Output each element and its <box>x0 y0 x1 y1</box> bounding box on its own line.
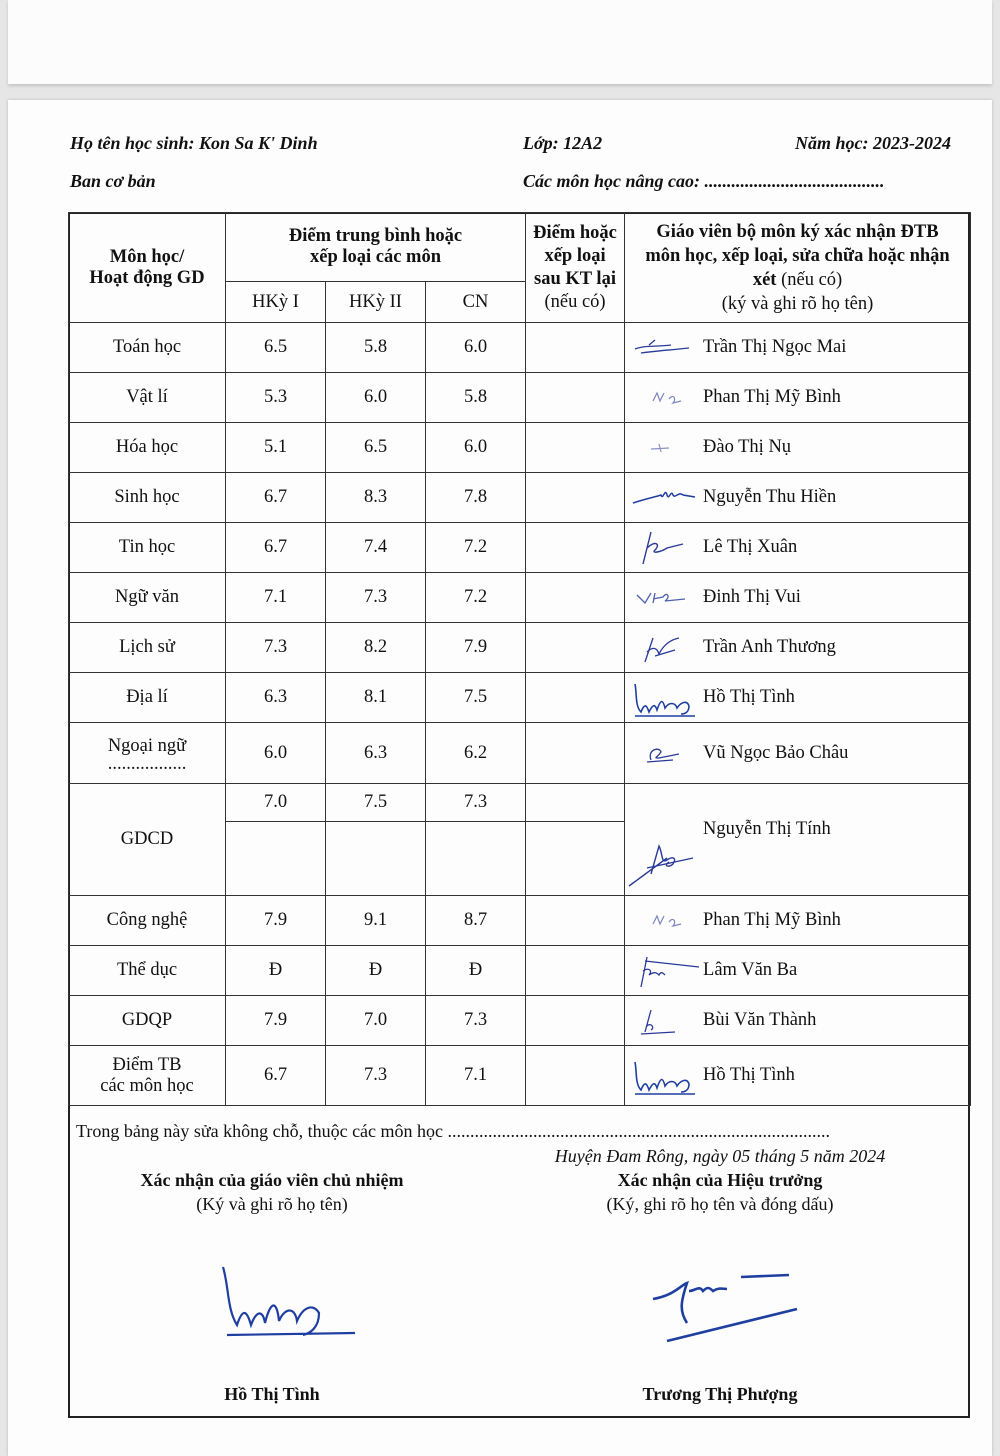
signature-icon <box>631 1056 699 1096</box>
grades-table <box>68 212 971 1106</box>
retest-cell <box>526 673 625 723</box>
teacher-cell <box>625 473 971 523</box>
teacher-name: Phan Thị Mỹ Bình <box>703 910 841 930</box>
principal-signature-icon <box>645 1265 805 1345</box>
hk2-cell: 8.3 <box>326 473 426 523</box>
teacher-cell <box>625 946 971 996</box>
retest-cell <box>526 623 625 673</box>
signature-icon <box>631 1004 695 1038</box>
hk1-cell: 7.1 <box>226 573 326 623</box>
signature-icon <box>631 528 695 568</box>
cn-cell: Đ <box>426 946 526 996</box>
subject-cell: Toán học <box>69 323 226 373</box>
header-subject: Môn học/ Hoạt động GD <box>69 213 226 323</box>
table-row <box>69 523 971 573</box>
signature-icon <box>631 483 699 513</box>
teacher-name: Phan Thị Mỹ Bình <box>703 387 841 407</box>
teacher-cell <box>625 673 971 723</box>
teacher-name: Nguyễn Thị Tính <box>703 819 831 839</box>
table-row <box>69 996 971 1046</box>
hk1-cell <box>226 822 326 896</box>
hk2-cell: 8.2 <box>326 623 426 673</box>
table-row <box>69 673 971 723</box>
subject-cell: Tin học <box>69 523 226 573</box>
teacher-cell <box>625 373 971 423</box>
signature-icon <box>631 951 701 991</box>
teacher-cell <box>625 623 971 673</box>
retest-cell <box>526 1046 625 1106</box>
hk1-cell: 6.7 <box>226 523 326 573</box>
table-row <box>69 723 971 784</box>
signature-icon <box>631 433 695 463</box>
subject-cell: Vật lí <box>69 373 226 423</box>
teacher-name: Trần Thị Ngọc Mai <box>703 337 847 357</box>
teacher-name: Vũ Ngọc Bảo Châu <box>703 742 849 763</box>
hk2-cell: 5.8 <box>326 323 426 373</box>
hk1-cell: Đ <box>226 946 326 996</box>
header-hk2: HKỳ II <box>326 282 426 323</box>
retest-cell <box>526 473 625 523</box>
signature-icon <box>631 333 695 363</box>
cn-cell <box>426 822 526 896</box>
retest-cell <box>526 423 625 473</box>
signature-icon <box>631 738 695 768</box>
advanced-subjects: Các môn học nâng cao: ........................................ <box>523 171 885 191</box>
subject-cell: Ngữ văn <box>69 573 226 623</box>
subject-cell: Công nghệ <box>69 896 226 946</box>
hk2-cell: 7.3 <box>326 573 426 623</box>
subject-cell: Hóa học <box>69 423 226 473</box>
header-average: Điểm trung bình hoặc xếp loại các môn <box>226 213 526 282</box>
retest-cell <box>526 784 625 822</box>
cn-cell: 6.0 <box>426 423 526 473</box>
hk1-cell: 5.1 <box>226 423 326 473</box>
teacher-name: Đinh Thị Vui <box>703 587 801 607</box>
subject-cell: Điểm TB các môn học <box>69 1046 226 1106</box>
teacher-cell <box>625 723 971 784</box>
hk2-cell: 8.1 <box>326 673 426 723</box>
hk1-cell: 6.0 <box>226 723 326 784</box>
table-row <box>69 946 971 996</box>
previous-page-edge <box>8 0 992 84</box>
cn-cell: 6.0 <box>426 323 526 373</box>
cn-cell: 7.1 <box>426 1046 526 1106</box>
cn-cell: 5.8 <box>426 373 526 423</box>
table-row <box>69 896 971 946</box>
teacher-cell <box>625 323 971 373</box>
hk2-cell: 6.0 <box>326 373 426 423</box>
signature-icon <box>631 678 699 718</box>
hk1-cell: 7.0 <box>226 784 326 822</box>
subject-cell: Thể dục <box>69 946 226 996</box>
retest-cell <box>526 996 625 1046</box>
header-retest: Điểm hoặc xếp loại sau KT lại (nếu có) <box>526 213 625 323</box>
retest-cell <box>526 822 625 896</box>
cn-cell: 7.2 <box>426 573 526 623</box>
hk1-cell: 6.3 <box>226 673 326 723</box>
teacher-name: Hồ Thị Tình <box>703 1065 795 1085</box>
principal-title: Xác nhận của Hiệu trưởng <box>617 1170 823 1190</box>
table-row <box>69 784 971 822</box>
hk1-cell: 5.3 <box>226 373 326 423</box>
retest-cell <box>526 946 625 996</box>
hk2-cell <box>326 822 426 896</box>
table-row <box>69 573 971 623</box>
header-teacher: Giáo viên bộ môn ký xác nhận ĐTB môn học, xếp loại, sửa chữa hoặc nhận xét (nếu có) (ký và ghi rõ họ tên) <box>625 213 971 323</box>
subject-cell: Lịch sử <box>69 623 226 673</box>
teacher-cell <box>625 573 971 623</box>
place-date: Huyện Đam Rông, ngày 05 tháng 5 năm 2024 <box>554 1146 886 1166</box>
teacher-name: Hồ Thị Tình <box>703 687 795 707</box>
teacher-name: Trần Anh Thương <box>703 637 836 657</box>
hk1-cell: 6.7 <box>226 473 326 523</box>
table-row <box>69 423 971 473</box>
retest-cell <box>526 573 625 623</box>
student-name: Họ tên học sinh: Kon Sa K' Dinh <box>70 133 318 153</box>
signature-icon <box>631 383 695 413</box>
signature-icon <box>631 583 695 613</box>
teacher-name: Đào Thị Nụ <box>703 437 792 457</box>
signature-icon <box>631 630 695 666</box>
table-row <box>69 473 971 523</box>
signature-icon <box>627 834 697 892</box>
signature-icon <box>631 906 695 936</box>
table-row <box>69 1046 971 1106</box>
teacher-name: Nguyễn Thu Hiền <box>703 487 837 507</box>
subject-cell: Địa lí <box>69 673 226 723</box>
cn-cell: 7.5 <box>426 673 526 723</box>
retest-cell <box>526 323 625 373</box>
table-row <box>69 623 971 673</box>
homeroom-teacher-title: Xác nhận của giáo viên chủ nhiệm <box>140 1170 404 1190</box>
cn-cell: 7.2 <box>426 523 526 573</box>
hk1-cell: 7.9 <box>226 896 326 946</box>
cn-cell: 6.2 <box>426 723 526 784</box>
homeroom-teacher-subtitle: (Ký và ghi rõ họ tên) <box>196 1194 348 1214</box>
retest-cell <box>526 523 625 573</box>
header-cn: CN <box>426 282 526 323</box>
teacher-name: Lâm Văn Ba <box>703 960 798 980</box>
teacher-cell <box>625 423 971 473</box>
retest-cell <box>526 723 625 784</box>
cn-cell: 8.7 <box>426 896 526 946</box>
hk1-cell: 6.7 <box>226 1046 326 1106</box>
hk1-cell: 6.5 <box>226 323 326 373</box>
teacher-name: Lê Thị Xuân <box>703 537 798 557</box>
hk2-cell: 7.3 <box>326 1046 426 1106</box>
teacher-cell <box>625 784 971 896</box>
subject-cell: GDCD <box>69 784 226 896</box>
homeroom-signature-icon <box>205 1255 365 1345</box>
hk2-cell: 6.5 <box>326 423 426 473</box>
hk2-cell: 7.4 <box>326 523 426 573</box>
track-label: Ban cơ bản <box>70 171 156 191</box>
header-hk1: HKỳ I <box>226 282 326 323</box>
subject-cell: GDQP <box>69 996 226 1046</box>
cn-cell: 7.3 <box>426 996 526 1046</box>
hk2-cell: 6.3 <box>326 723 426 784</box>
subject-cell: Ngoại ngữ ................. <box>69 723 226 784</box>
hk2-cell: 7.0 <box>326 996 426 1046</box>
school-year: Năm học: 2023-2024 <box>795 133 951 153</box>
teacher-cell <box>625 523 971 573</box>
hk2-cell: Đ <box>326 946 426 996</box>
table-row <box>69 323 971 373</box>
class-label: Lớp: 12A2 <box>523 133 603 153</box>
teacher-cell <box>625 1046 971 1106</box>
subject-cell: Sinh học <box>69 473 226 523</box>
retest-cell <box>526 373 625 423</box>
hk1-cell: 7.9 <box>226 996 326 1046</box>
teacher-cell <box>625 996 971 1046</box>
hk2-cell: 9.1 <box>326 896 426 946</box>
teacher-cell <box>625 896 971 946</box>
hk1-cell: 7.3 <box>226 623 326 673</box>
cn-cell: 7.3 <box>426 784 526 822</box>
principal-name: Trương Thị Phượng <box>642 1384 798 1404</box>
cn-cell: 7.9 <box>426 623 526 673</box>
correction-note: Trong bảng này sửa không chỗ, thuộc các môn học ..................................................................................... <box>76 1121 831 1141</box>
cn-cell: 7.8 <box>426 473 526 523</box>
retest-cell <box>526 896 625 946</box>
hk2-cell: 7.5 <box>326 784 426 822</box>
teacher-name: Bùi Văn Thành <box>703 1010 817 1030</box>
principal-subtitle: (Ký, ghi rõ họ tên và đóng dấu) <box>606 1194 834 1214</box>
homeroom-teacher-name: Hồ Thị Tình <box>224 1384 320 1404</box>
table-row <box>69 373 971 423</box>
